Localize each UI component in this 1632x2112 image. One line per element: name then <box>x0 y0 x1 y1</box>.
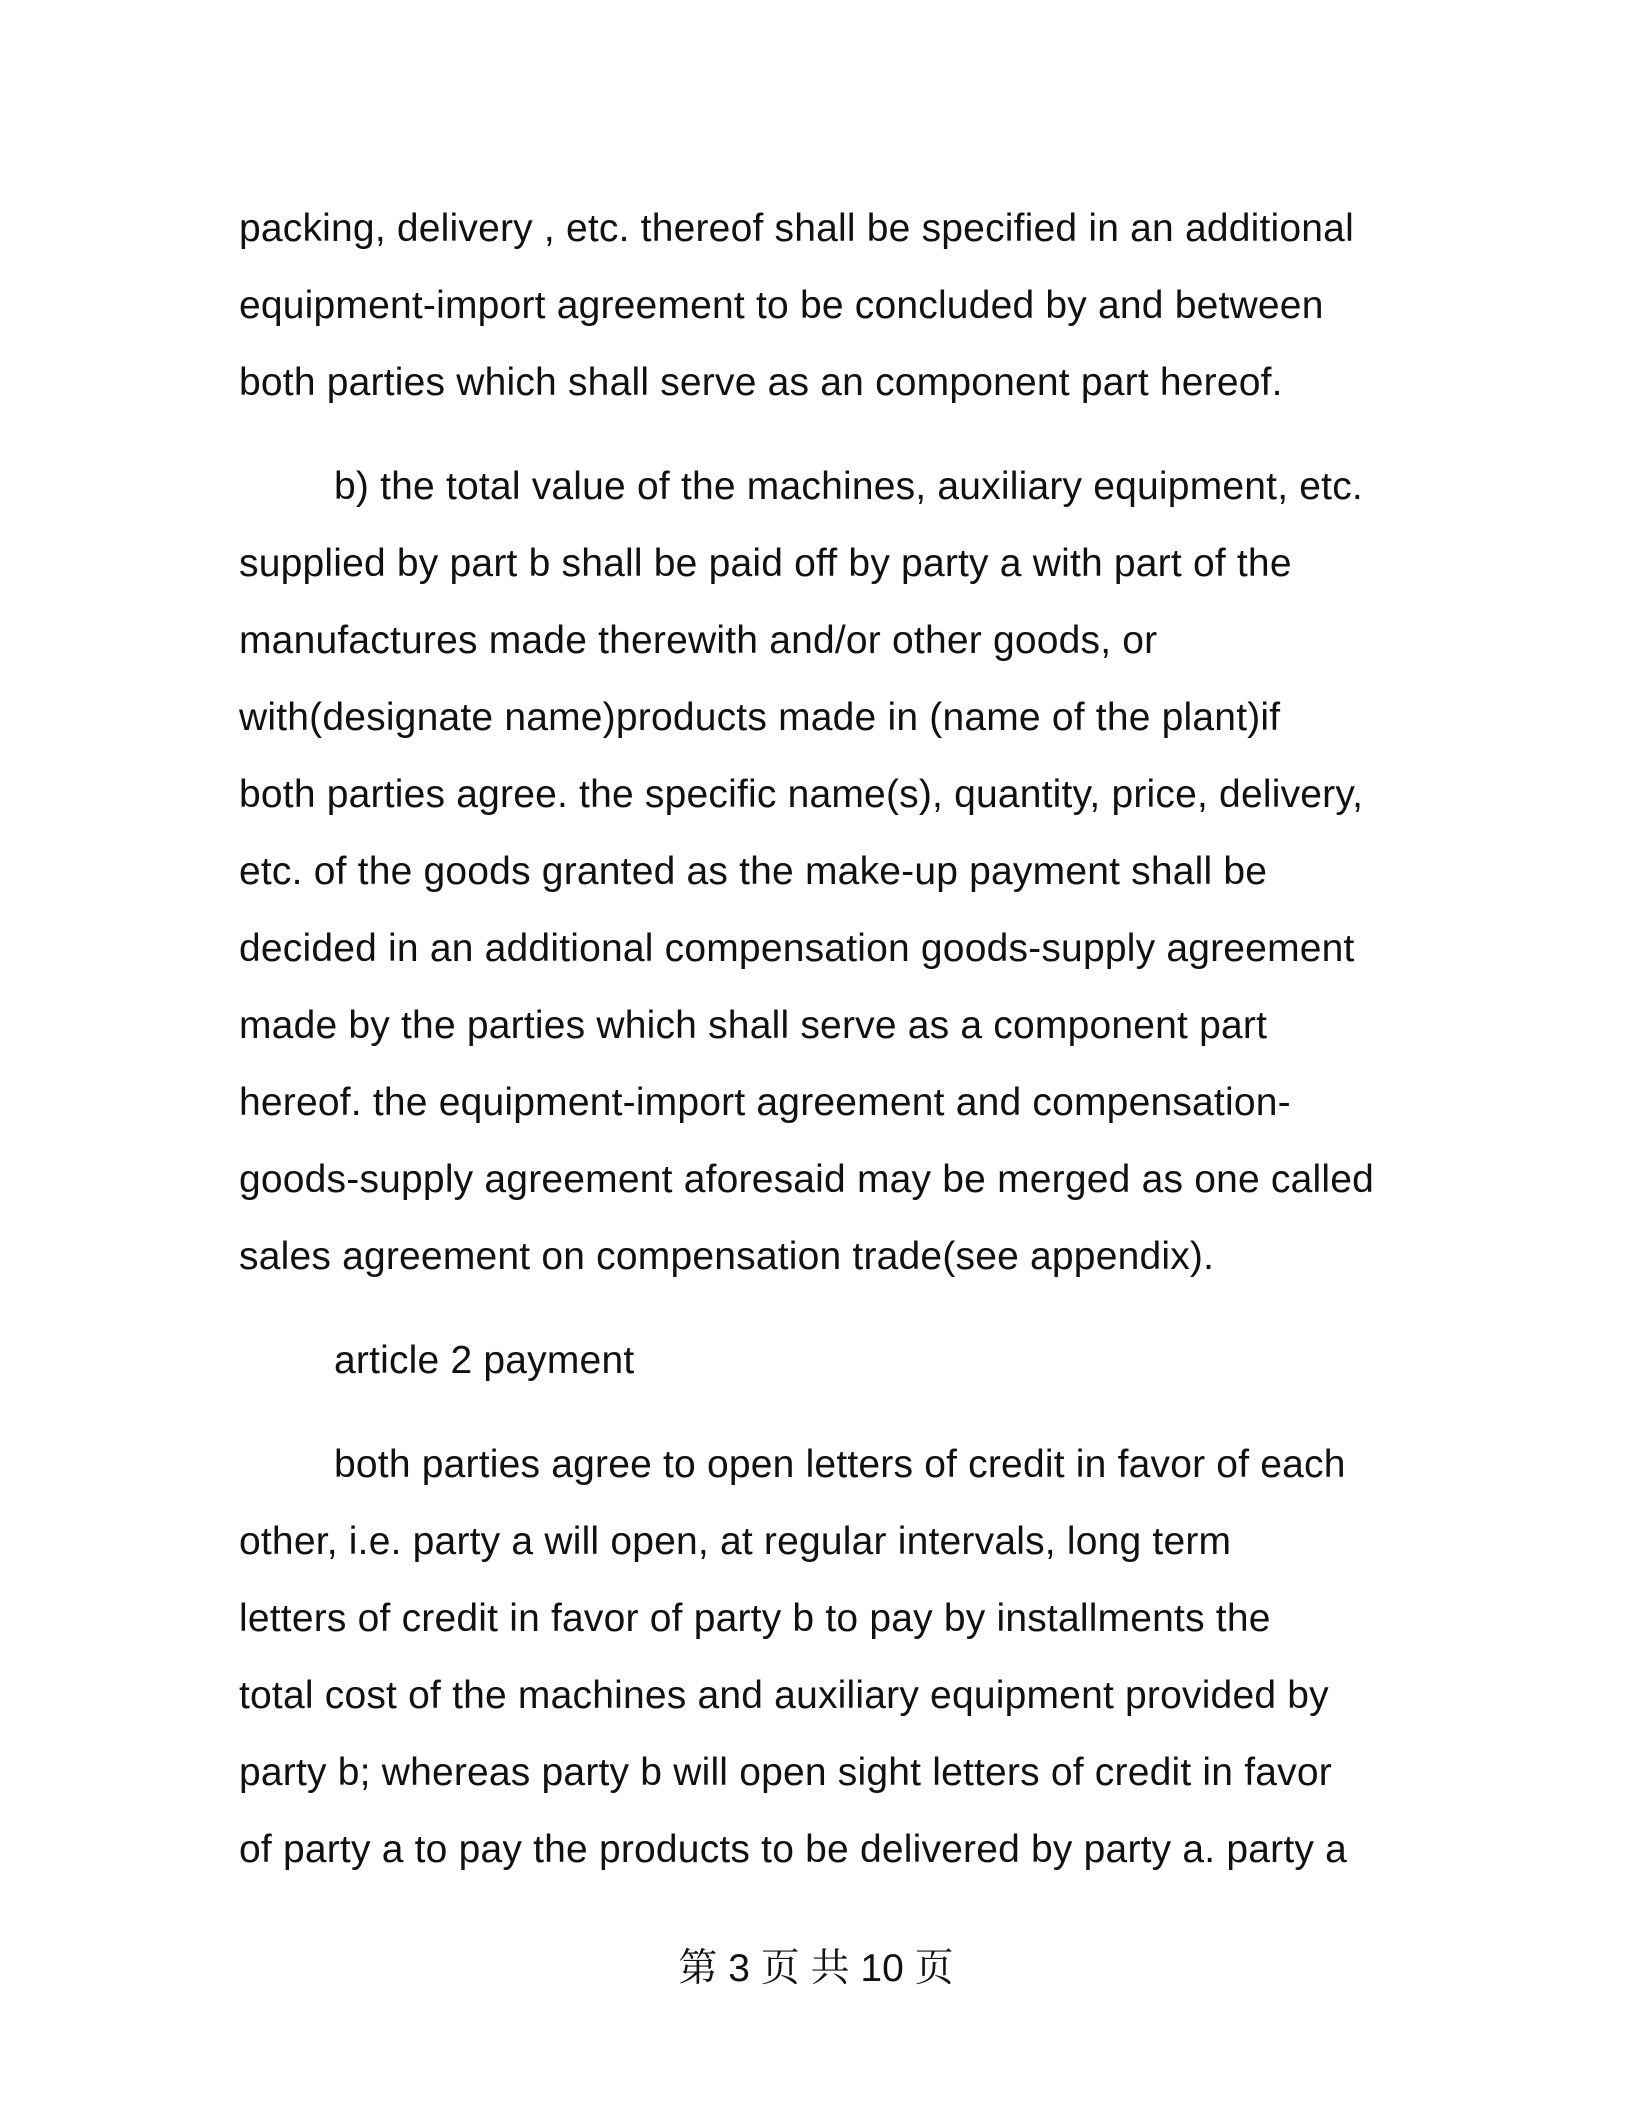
text-line: with(designate name)products made in (name of the plant)if <box>239 696 1281 739</box>
paragraph-continuation <box>239 190 1409 421</box>
text-line: b) the total value of the machines, auxiliary equipment, etc. <box>334 465 1363 508</box>
text-line: both parties agree to open letters of credit in favor of each <box>334 1443 1346 1486</box>
text-line: made by the parties which shall serve as a component part <box>239 1004 1268 1047</box>
text-line: packing, delivery , etc. thereof shall be specified in an additional <box>239 207 1354 250</box>
text-line: sales agreement on compensation trade(see appendix). <box>239 1235 1215 1278</box>
text-line: letters of credit in favor of party b to pay by installments the <box>239 1597 1271 1640</box>
text-line: equipment-import agreement to be concluded by and between <box>239 284 1324 327</box>
text-line: party b; whereas party b will open sight letters of credit in favor <box>239 1751 1332 1794</box>
text-line: other, i.e. party a will open, at regular intervals, long term <box>239 1520 1232 1563</box>
text-line: manufactures made therewith and/or other goods, or <box>239 619 1158 662</box>
text-line: hereof. the equipment-import agreement and compensation- <box>239 1081 1291 1124</box>
paragraph-b <box>239 448 1409 1295</box>
text-line: supplied by part b shall be paid off by party a with part of the <box>239 542 1292 585</box>
paragraph-payment <box>239 1426 1409 1888</box>
text-line: decided in an additional compensation goods-supply agreement <box>239 927 1355 970</box>
page-number-footer: 第 3 页 共 10 页 <box>678 1947 954 1990</box>
text-line: both parties which shall serve as an component part hereof. <box>239 361 1283 404</box>
text-line: goods-supply agreement aforesaid may be merged as one called <box>239 1158 1375 1201</box>
article-heading <box>239 1322 1409 1399</box>
text-line: total cost of the machines and auxiliary equipment provided by <box>239 1674 1329 1717</box>
text-line: article 2 payment <box>334 1339 635 1382</box>
document-body <box>239 190 1409 1888</box>
text-line: both parties agree. the specific name(s), quantity, price, delivery, <box>239 773 1364 816</box>
text-line: etc. of the goods granted as the make-up payment shall be <box>239 850 1268 893</box>
text-line: of party a to pay the products to be delivered by party a. party a <box>239 1828 1347 1871</box>
